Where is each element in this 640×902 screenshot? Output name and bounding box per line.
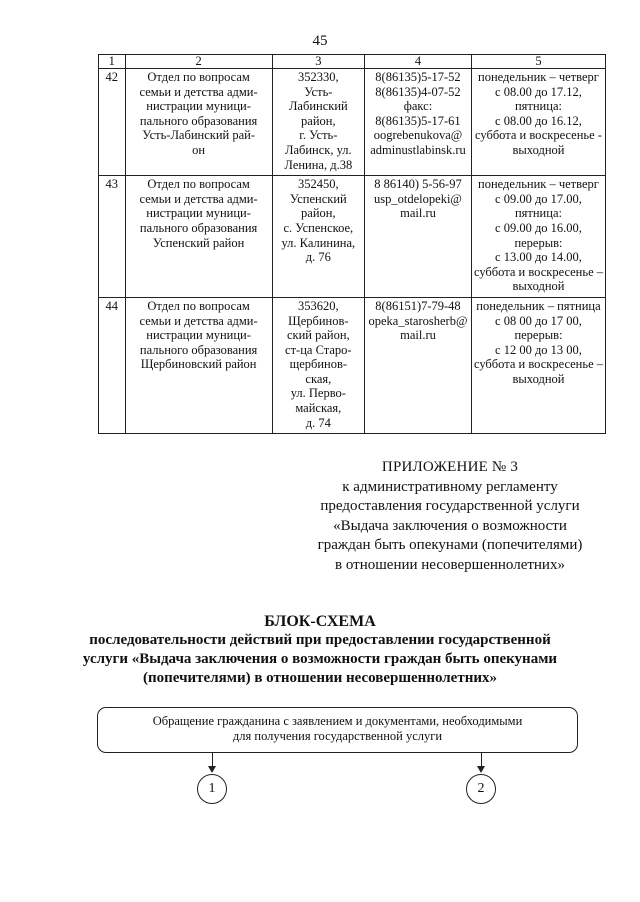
contacts-cell: [365, 176, 472, 298]
table-row: [99, 69, 606, 176]
cell-line: Усть-Лабинский рай-: [142, 128, 255, 143]
cell-line: нистрации муници-: [146, 99, 251, 114]
cell-line: д. 76: [305, 250, 331, 265]
flowchart-subtitle-line: (попечителями) в отношении несовершеннолетних»: [143, 670, 497, 686]
cell-line: opeka_starosherb@: [368, 313, 468, 328]
address-cell: [272, 297, 364, 433]
cell-line: с 08.00 до 16.12,: [495, 113, 582, 128]
cell-line: ст-ца Старо-: [285, 342, 352, 357]
cell-line: 8(86151)7-79-48: [375, 298, 461, 313]
flowchart-heading: [0, 612, 640, 688]
cell-line: пального образования: [139, 220, 258, 235]
cell-line: пятница:: [514, 206, 562, 221]
column-header: 3: [272, 55, 364, 69]
cell-line: район,: [301, 206, 336, 221]
cell-line: с 12 00 до 13 00,: [495, 342, 582, 357]
cell-line: 353620,: [298, 298, 339, 313]
appendix-line: в отношении несовершеннолетних»: [335, 556, 565, 573]
cell-line: oogrebenukova@: [373, 128, 463, 143]
cell-line: суббота и воскресенье –: [473, 264, 603, 279]
schedule-cell: [471, 297, 605, 433]
address-cell: [272, 176, 364, 298]
cell-line: Ленина, д.38: [284, 157, 353, 172]
flowchart-subtitle-line: последовательности действий при предоставлении государственной: [89, 632, 551, 648]
cell-line: adminustlabinsk.ru: [370, 142, 466, 157]
cell-line: Отдел по вопросам: [147, 177, 250, 192]
cell-line: суббота и воскресенье -: [474, 128, 602, 143]
cell-line: ская,: [305, 371, 332, 386]
cell-line: майская,: [295, 401, 342, 416]
cell-line: семьи и детства адми-: [139, 313, 258, 328]
cell-line: Усть-: [304, 84, 333, 99]
flow-arrow-2-head: [477, 766, 485, 773]
cell-line: usp_otdelopeki@: [374, 191, 462, 206]
cell-line: 8(86135)5-17-52: [375, 70, 461, 84]
agency-name-cell: [125, 69, 272, 176]
cell-line: район,: [301, 113, 336, 128]
cell-line: 352450,: [298, 177, 339, 192]
schedule-cell: [471, 176, 605, 298]
cell-line: выходной: [512, 279, 565, 294]
cell-line: суббота и воскресенье –: [473, 357, 603, 372]
column-header: 5: [471, 55, 605, 69]
cell-line: нистрации муници-: [146, 328, 251, 343]
cell-line: с 13.00 до 14.00,: [495, 250, 582, 265]
schedule-cell: [471, 69, 605, 176]
cell-line: факс:: [403, 99, 433, 114]
column-header: 2: [125, 55, 272, 69]
flowchart-title: БЛОК-СХЕМА: [264, 613, 376, 630]
row-number: 44: [99, 297, 126, 433]
agencies-table: [98, 54, 606, 434]
row-number: 42: [99, 69, 126, 176]
appendix-block: [300, 458, 600, 575]
table-header-row: [99, 55, 606, 69]
cell-line: нистрации муници-: [146, 206, 251, 221]
agency-name-cell: [125, 176, 272, 298]
cell-line: Отдел по вопросам: [147, 298, 250, 313]
cell-line: mail.ru: [400, 206, 436, 221]
column-header: 4: [365, 55, 472, 69]
cell-line: Лабинск, ул.: [284, 142, 352, 157]
flow-arrow-1-line: [212, 753, 213, 767]
cell-line: с 09.00 до 16.00,: [495, 220, 582, 235]
cell-line: Щербинов-: [288, 313, 349, 328]
row-number: 43: [99, 176, 126, 298]
flowchart-box-line: Обращение гражданина с заявлением и документами, необходимыми: [152, 714, 523, 728]
contacts-cell: [365, 69, 472, 176]
appendix-title: ПРИЛОЖЕНИЕ № 3: [381, 459, 519, 475]
column-header: 1: [99, 55, 126, 69]
flow-arrow-2-line: [481, 753, 482, 767]
cell-line: Лабинский: [288, 99, 348, 114]
cell-line: Успенский район: [152, 235, 245, 250]
cell-line: ский район,: [286, 328, 350, 343]
flow-arrow-1-head: [208, 766, 216, 773]
cell-line: семьи и детства адми-: [139, 84, 258, 99]
cell-line: ул. Перво-: [290, 386, 346, 401]
cell-line: щербинов-: [289, 357, 348, 372]
table-row: [99, 176, 606, 298]
cell-line: Щербиновский район: [140, 357, 257, 372]
cell-line: ул. Калинина,: [281, 235, 356, 250]
cell-line: с 09.00 до 17.00,: [495, 191, 582, 206]
cell-line: он: [192, 142, 206, 157]
cell-line: пального образования: [139, 113, 258, 128]
cell-line: д. 74: [305, 415, 331, 430]
cell-line: 8(86135)4-07-52: [375, 84, 461, 99]
cell-line: перерыв:: [514, 328, 563, 343]
cell-line: понедельник – четверг: [478, 177, 599, 192]
cell-line: Отдел по вопросам: [147, 70, 250, 84]
cell-line: mail.ru: [400, 328, 436, 343]
appendix-line: предоставления государственной услуги: [320, 498, 580, 514]
cell-line: Успенский: [289, 191, 347, 206]
cell-line: выходной: [512, 142, 565, 157]
cell-line: семьи и детства адми-: [139, 191, 258, 206]
cell-line: с. Успенское,: [283, 220, 354, 235]
cell-line: с 08.00 до 17.12,: [495, 84, 582, 99]
agency-name-cell: [125, 297, 272, 433]
page-number: 45: [312, 33, 328, 49]
cell-line: пятница:: [514, 99, 562, 114]
cell-line: 8 86140) 5-56-97: [374, 177, 462, 192]
appendix-line: к административному регламенту: [342, 478, 558, 495]
cell-line: г. Усть-: [299, 128, 338, 143]
flowchart-subtitle-line: услуги «Выдача заключения о возможности граждан быть опекунами: [82, 651, 558, 667]
flow-node-2: 2: [466, 774, 496, 804]
appendix-line: граждан быть опекунами (попечителями): [317, 537, 583, 553]
cell-line: пального образования: [139, 342, 258, 357]
contacts-cell: [365, 297, 472, 433]
cell-line: понедельник – четверг: [478, 70, 599, 84]
table-row: [99, 297, 606, 433]
address-cell: [272, 69, 364, 176]
cell-line: понедельник – пятница: [476, 298, 601, 313]
flowchart-box-line: для получения государственной услуги: [232, 728, 443, 743]
cell-line: с 08 00 до 17 00,: [495, 313, 582, 328]
flowchart-start-box: [97, 707, 578, 753]
appendix-line: «Выдача заключения о возможности: [333, 517, 567, 534]
flow-node-1: 1: [197, 774, 227, 804]
cell-line: 352330,: [298, 70, 339, 84]
cell-line: 8(86135)5-17-61: [375, 113, 461, 128]
cell-line: перерыв:: [514, 235, 563, 250]
cell-line: выходной: [512, 371, 565, 386]
